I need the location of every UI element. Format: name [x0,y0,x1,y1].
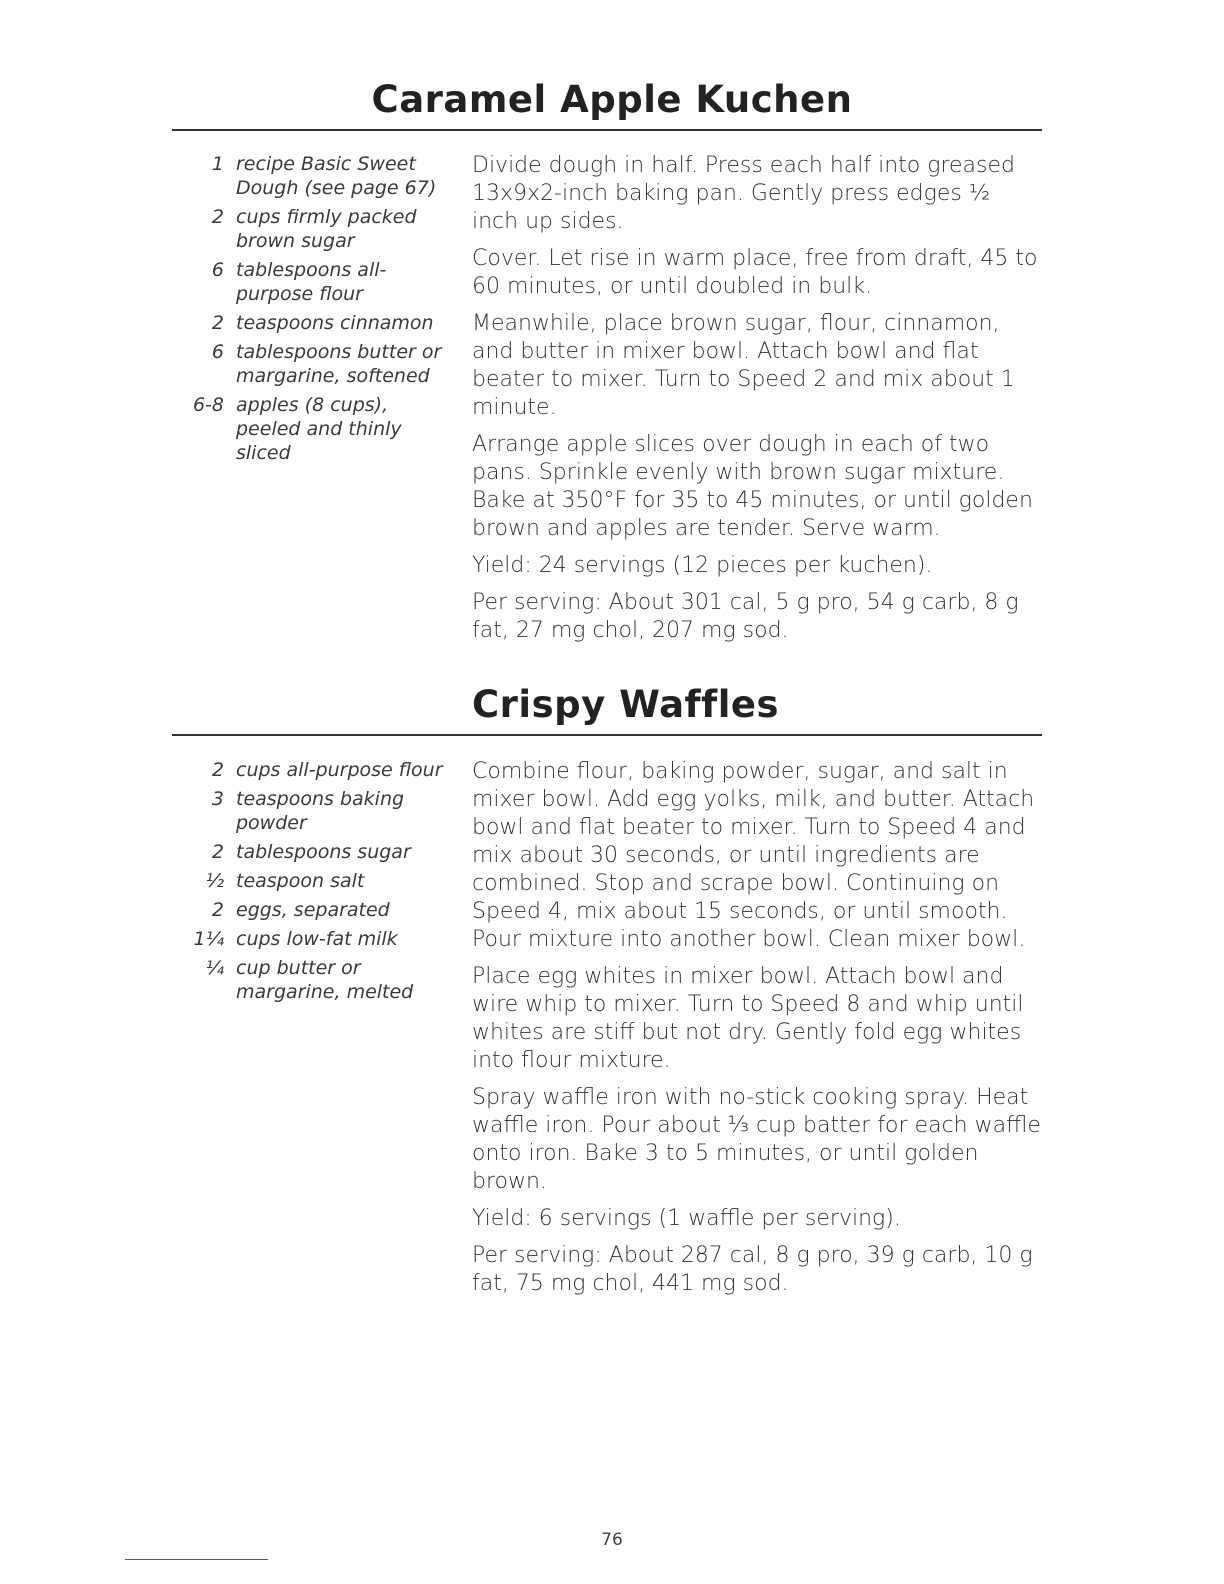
ingredient-item: tablespoons butter or margarine, softened [236,341,442,387]
ingredient-qty: 2 [211,759,224,781]
ingredient-item: teaspoons cinnamon [236,312,434,334]
ingredient-qty: 6 [211,259,224,281]
ingredient [172,956,446,1004]
ingredient [172,311,446,335]
direction-paragraph: Divide dough in half. Press each half into greased 13x9x2-inch baking pan. Gently press edges ½ inch up sides. [472,153,1015,234]
ingredient-item: recipe Basic Sweet Dough (see page 67) [236,153,437,199]
ingredient-qty: 1 [211,153,224,175]
directions [472,152,1040,654]
ingredient [172,787,446,835]
ingredient [172,898,446,922]
ingredient-qty: 6-8 [192,394,224,416]
ingredient [172,869,446,893]
yield-text: Yield: 6 servings (1 waffle per serving). [472,1206,901,1231]
ingredient-list [172,152,446,470]
ingredient-qty: 2 [211,312,224,334]
ingredient [172,840,446,864]
ingredient-item: eggs, separated [236,899,390,921]
recipe-title: Caramel Apple Kuchen [371,78,853,121]
page-number: 76 [601,1530,623,1550]
ingredient-item: tablespoons sugar [236,841,411,863]
title-divider [172,129,1042,131]
direction-paragraph: Arrange apple slices over dough in each of two pans. Sprinkle evenly with brown sugar mixture. Bake at 350°F for 35 to 45 minutes, or until golden brown and apples are tender. Serve warm. [472,432,1033,541]
nutrition-text: Per serving: About 301 cal, 5 g pro, 54 g carb, 8 g fat, 27 mg chol, 207 mg sod. [472,590,1019,643]
ingredient-item: teaspoon salt [236,870,365,892]
ingredient [172,927,446,951]
ingredient [172,758,446,782]
ingredient-item: cups firmly packed brown sugar [236,206,417,252]
ingredient-item: apples (8 cups), peeled and thinly sliced [236,394,402,464]
ingredient-qty: 3 [211,788,224,810]
ingredient-qty: ½ [205,870,224,892]
ingredient-qty: 2 [211,841,224,863]
direction-paragraph: Spray waffle iron with no-stick cooking spray. Heat waffle iron. Pour about ⅓ cup batter for each waffle onto iron. Bake 3 to 5 minutes, or until golden brown. [472,1085,1041,1194]
ingredient-list [172,758,446,1009]
ingredient-item: cups low-fat milk [236,928,398,950]
ingredient-qty: 2 [211,206,224,228]
ingredient [172,340,446,388]
footer-divider [125,1559,268,1560]
ingredient [172,205,446,253]
ingredient-qty: 6 [211,341,224,363]
recipe-title: Crispy Waffles [472,683,780,726]
direction-paragraph: Place egg whites in mixer bowl. Attach bowl and wire whip to mixer. Turn to Speed 8 and whip until whites are stiff but not dry. Gently fold egg whites into flour mixture. [472,964,1024,1073]
ingredient [172,393,446,465]
ingredient [172,152,446,200]
directions [472,758,1044,1307]
ingredient-qty: ¼ [205,957,224,979]
title-divider [172,734,1042,736]
ingredient-item: tablespoons all-purpose flour [236,259,387,305]
ingredient-qty: 2 [211,899,224,921]
direction-paragraph: Meanwhile, place brown sugar, flour, cinnamon, and butter in mixer bowl. Attach bowl and flat beater to mixer. Turn to Speed 2 and mix about 1 minute. [472,311,1015,420]
ingredient-item: cup butter or margarine, melted [236,957,414,1003]
ingredient-item: cups all-purpose flour [236,759,443,781]
nutrition-text: Per serving: About 287 cal, 8 g pro, 39 g carb, 10 g fat, 75 mg chol, 441 mg sod. [472,1243,1033,1296]
ingredient-item: teaspoons baking powder [236,788,405,834]
yield-text: Yield: 24 servings (12 pieces per kuchen). [472,553,933,578]
ingredient-qty: 1¼ [193,928,224,950]
ingredient [172,258,446,306]
direction-paragraph: Combine flour, baking powder, sugar, and salt in mixer bowl. Add egg yolks, milk, and butter. Attach bowl and flat beater to mixer. Turn to Speed 4 and mix about 30 seconds, or until ingredients are combined. Stop and scrape bowl. Continuing on Speed 4, mix about 15 seconds, or until smooth. Pour mixture into another bowl. Clean mixer bowl. [472,759,1035,952]
direction-paragraph: Cover. Let rise in warm place, free from draft, 45 to 60 minutes, or until doubled in bulk. [472,246,1038,299]
